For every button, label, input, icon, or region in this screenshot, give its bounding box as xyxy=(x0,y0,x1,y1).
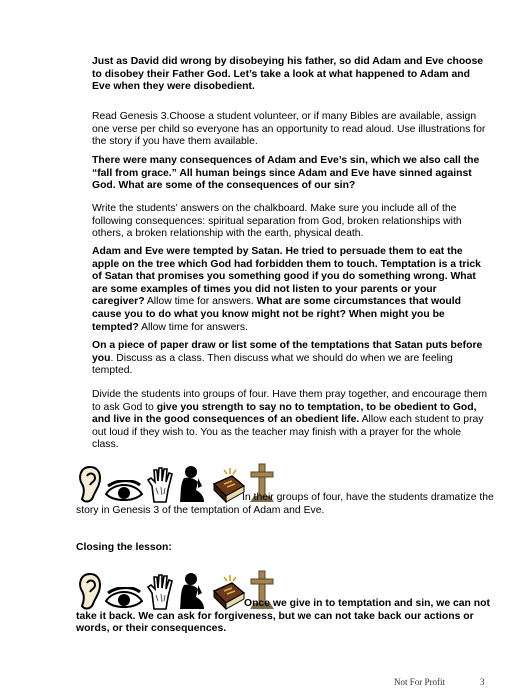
dramatize-paragraph: In their groups of four, have the students dramatize the story in Genesis 3 of the temptation of Adam and Eve. xyxy=(76,492,494,516)
closing-paragraph: Once we give in to temptation and sin, we can not take it back. We can ask for forgiveness, but we can not take back our actions or words, or their consequences. xyxy=(76,598,490,635)
prayer-bold: give you strength to say no to temptation, to be obedient to God, and live in the good consequences of an obedient life. xyxy=(92,401,477,426)
allow-time-1: Allow time for answers. xyxy=(144,296,257,308)
closing-heading: Closing the lesson: xyxy=(76,542,172,553)
temptation-text: Adam and Eve were tempted by Satan. He tried to persuade them to eat the apple on the tree which God had forbidden them to touch. Temptation is a trick of Satan that promises you something good if you do something wrong. What are some examples of times you did not listen to your parents or your caregiver? xyxy=(92,246,481,308)
circumstances-text: What are some circumstances that would cause you to do what you know might not be right? When might you be tempted? xyxy=(92,296,461,333)
chalkboard-instructions: Write the students’ answers on the chalkboard. Make sure you include all of the following consequences: spiritual separation from God, broken relationships with others, a broken relationship with the earth, physical death. xyxy=(92,203,462,240)
allow-time-2: Allow time for answers. xyxy=(138,321,248,333)
prayer-end: Allow each student to pray out loud if they wish to. You as the teacher may finish with a prayer for the whole class. xyxy=(92,414,484,451)
temptation-paragraph xyxy=(92,246,490,334)
paper-activity-text: On a piece of paper draw or list some of the temptations that Satan puts before you xyxy=(92,340,483,364)
discuss-text: . Discuss as a class. Then discuss what we should do when we are feeling tempted. xyxy=(92,352,453,377)
prayer-paragraph xyxy=(92,389,490,452)
reading-instructions: Read Genesis 3.Choose a student volunteer, or if many Bibles are available, assign one verse per child so everyone has an opportunity to read aloud. Use illustrations for the story if you have them available. xyxy=(92,111,486,148)
consequences-paragraph: There were many consequences of Adam and Eve’s sin, which we also call the “fall from grace.” All human beings since Adam and Eve have sinned against God. What are some of the consequences of our sin? xyxy=(92,155,480,192)
page-number: 3 xyxy=(480,677,485,687)
prayer-intro: Divide the students into groups of four. Have them pray together, and encourage them to ask God to xyxy=(92,389,488,413)
intro-paragraph: Just as David did wrong by disobeying his father, so did Adam and Eve choose to disobey their Father God. Let’s take a look at what happened to Adam and Eve when they were disobedient. xyxy=(92,56,484,93)
paper-activity-paragraph xyxy=(92,340,490,378)
footer-text: Not For Profit xyxy=(394,677,446,687)
